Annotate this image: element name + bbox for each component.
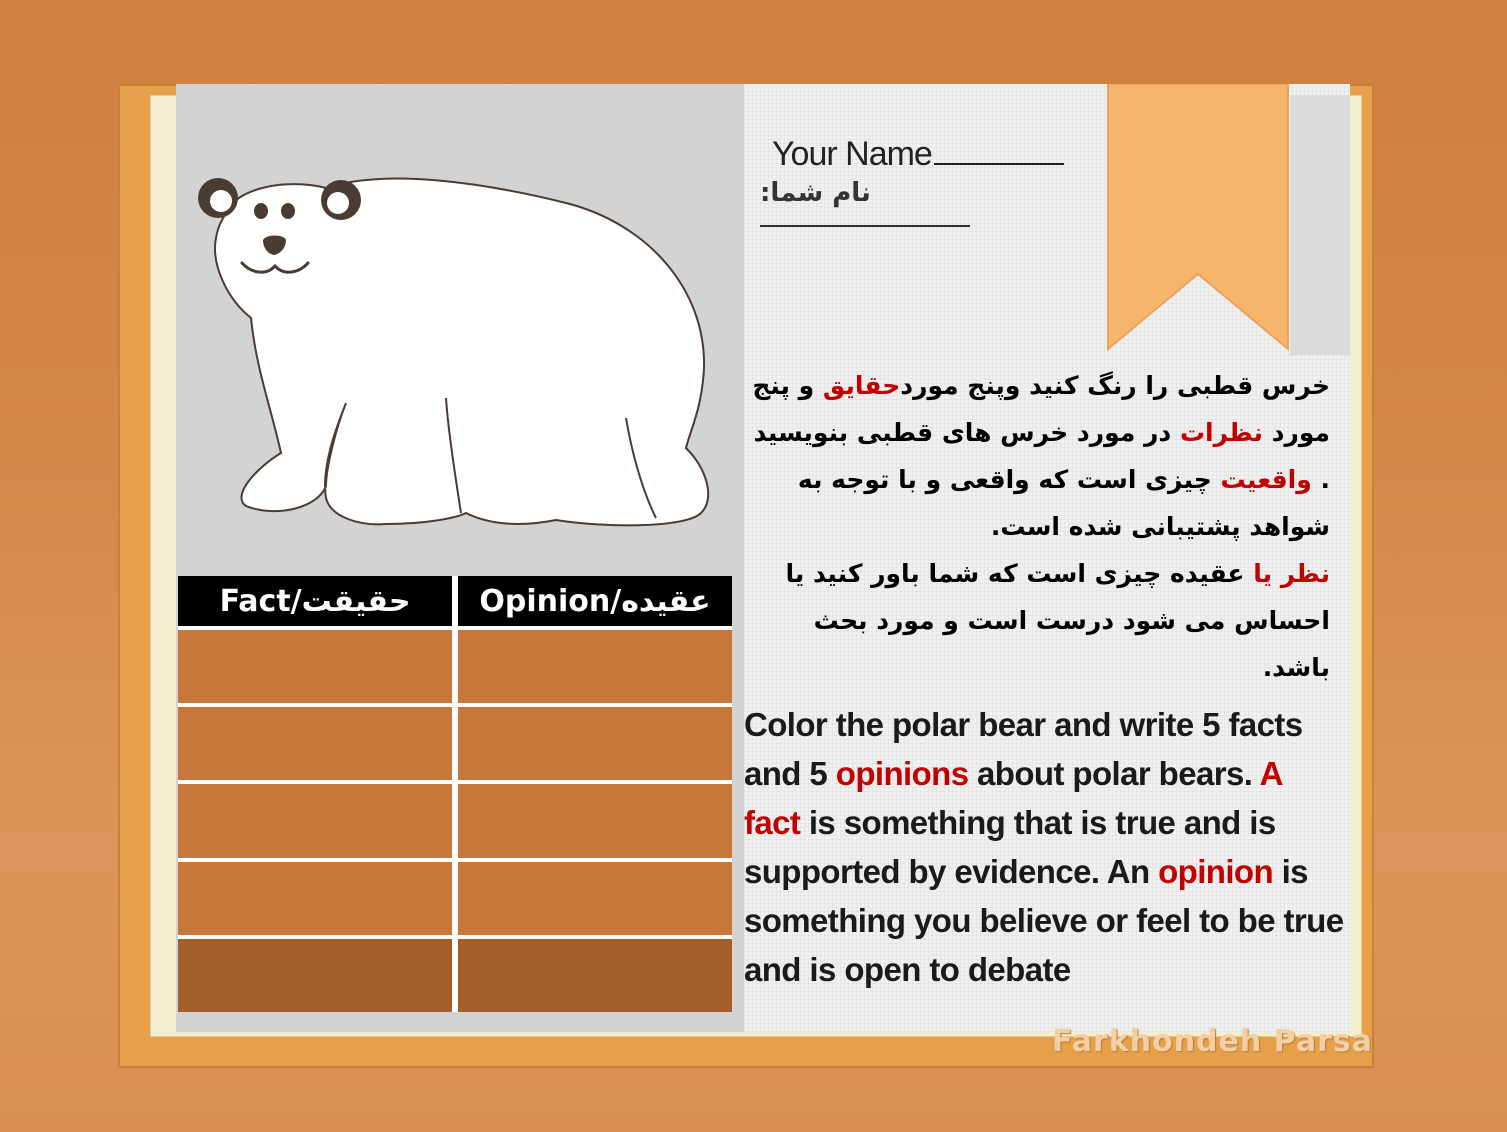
your-name-label [760,135,1090,174]
opinion-cell-2[interactable] [458,707,732,780]
fa-opinion-word: نظر یا [1253,559,1330,588]
fa-text-6: عقیده چیزی است که شما باور کنید یا احساس می شود درست است و مورد بحث باشد. [785,559,1330,682]
fact-opinion-table [178,576,732,1012]
fa-text-4: در مورد خرس های قطبی بنویسید . [753,418,1330,494]
opinion-cell-4[interactable] [458,862,732,935]
page-curl [1290,95,1350,355]
fact-cell-1[interactable] [178,630,452,703]
en-opinions-word: opinions [835,755,969,792]
en-opinion-word: opinion [1158,853,1274,890]
fa-text-2: و [798,371,823,400]
fa-fact-word: واقعیت [1220,465,1312,494]
fact-cell-3[interactable] [178,784,452,857]
english-instructions [744,700,1344,994]
fact-cell-4[interactable] [178,862,452,935]
persian-instructions [740,362,1330,691]
persian-name-label [760,178,1070,238]
name-section [760,135,1090,238]
your-name-text: Your Name [772,135,932,173]
polar-bear-body [215,179,708,526]
fa-facts-word: حقایق [822,371,901,400]
en-text-2: about polar bears. [968,755,1260,792]
en-text-1: Color the polar bear and write 5 facts and 5 [744,706,1303,792]
fa-opinions-word: نظرات [1179,418,1263,447]
table-header-opinion: Opinion/عقیده [458,576,732,626]
persian-name-line[interactable] [760,225,970,227]
fa-text-5: چیزی است که واقعی و با توجه به شواهد پشتیبانی شده است. [797,465,1330,541]
persian-name-text: نام شما: [760,178,871,208]
opinion-cell-3[interactable] [458,784,732,857]
fact-cell-5[interactable] [178,939,452,1012]
polar-bear-illustration [186,168,726,548]
bookmark-ribbon [1098,84,1298,384]
author-signature: Farkhondeh Parsa [1052,1024,1373,1059]
table-header-fact: Fact/حقیقت [178,576,452,626]
your-name-line[interactable] [934,163,1064,165]
en-text-4: is something you believe or feel to be true and is open to debate [744,853,1344,988]
fa-text-1: خرس قطبی را رنگ کنید وپنج مورد [900,371,1330,400]
fa-text-3: پنج مورد [752,371,1330,447]
opinion-cell-1[interactable] [458,630,732,703]
en-a-fact: A fact [744,755,1282,841]
opinion-cell-5[interactable] [458,939,732,1012]
en-text-3: is something that is true and is supported by evidence. An [744,804,1276,890]
fact-cell-2[interactable] [178,707,452,780]
